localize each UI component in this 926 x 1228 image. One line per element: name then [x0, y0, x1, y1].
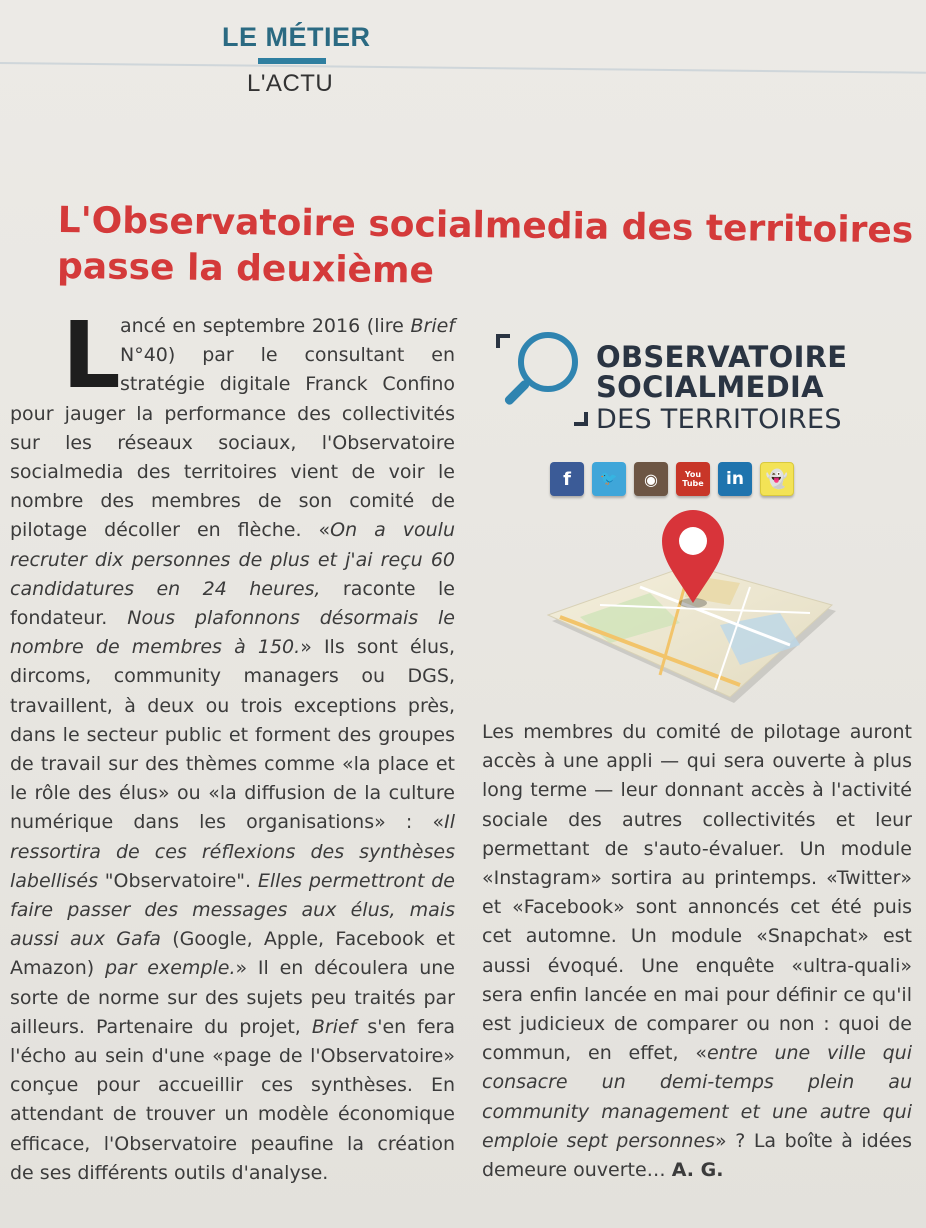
article-headline	[57, 198, 918, 300]
instagram-icon: ◉	[634, 462, 668, 496]
left-column-text-run: ancé en septembre 2016 (lire	[120, 315, 411, 337]
youtube-icon: You Tube	[676, 462, 710, 496]
map-pin-icon	[540, 505, 840, 705]
left-column-text-run: Elles permettront de faire passer des messages aux élus, mais aussi aux Gafa	[10, 869, 455, 951]
right-column-text	[482, 718, 912, 1185]
headline-line-1: L'Observatoire socialmedia des territoires	[57, 199, 914, 252]
left-column-text-run: raconte le fondateur.	[10, 577, 455, 630]
right-column-text-run: » ? La boîte à idées demeure ouverte…	[482, 1129, 912, 1182]
social-icons-row	[550, 462, 794, 496]
right-column-text-run: entre une ville qui consacre un demi-temps plein au community management et une autre qui emploie sept personnes	[482, 1042, 912, 1152]
logo-line-1: OBSERVATOIRE	[596, 340, 848, 374]
facebook-icon: f	[550, 462, 584, 496]
article-right-column	[482, 718, 912, 1185]
left-column-text-run: On a voulu recruter dix personnes de plus et j'ai reçu 60 candidatures en 24 heures,	[10, 519, 456, 600]
twitter-icon: 🐦	[592, 462, 626, 496]
logo-line-2: SOCIALMEDIA	[596, 370, 824, 404]
observatoire-logo	[490, 330, 870, 440]
magnifier-handle	[503, 379, 531, 407]
left-column-text-run: N°40) par le consultant en stratégie digitale Franck Confino pour jauger la performance des collectivités sur les réseaux sociaux, l'Observatoire socialmedia des territoires vient de voir le nombre des membres de son comité de pilotage décoller en flèche. «	[10, 344, 455, 542]
logo-bracket-icon	[574, 412, 588, 426]
section-accent-bar	[258, 58, 326, 64]
headline-line-2: passe la deuxième	[56, 245, 435, 292]
left-column-text-run: » Il en découlera une sorte de norme sur des sujets peu traités par ailleurs. Partenaire du projet,	[10, 957, 455, 1038]
subsection-title: L'ACTU	[247, 70, 334, 97]
left-column-text	[10, 302, 456, 1188]
author-signature: A. G.	[671, 1159, 724, 1182]
left-column-text-run: Il ressortira de ces réflexions des synthèses labellisés	[10, 811, 455, 892]
drop-cap: L	[62, 302, 121, 409]
section-title: LE MÉTIER	[222, 22, 371, 52]
left-column-text-run: "Observatoire".	[98, 869, 258, 892]
left-column-text-run: par exemple.	[105, 957, 236, 980]
right-column-text-run: Les membres du comité de pilotage auront accès à une appli — qui sera ouverte à plus long terme — leur donnant accès à l'activité sociale des autres collectivités et leur permettant de s'auto-évaluer. Un module «Instagram» sortira au printemps. «Twitter» et «Facebook» sont annoncés cet été puis cet automne. Un module «Snapchat» est aussi évoqué. Une enquête «ultra-quali» sera enfin lancée en mai pour définir ce qu'il est judicieux de comparer ou non : quoi de commun, en effet, «	[482, 721, 912, 1065]
article-left-column	[10, 302, 456, 1188]
left-column-text-run: Nous plafonnons désormais le nombre de membres à 150.	[10, 607, 455, 659]
snapchat-icon: 👻	[760, 462, 794, 496]
left-column-text-run: (Google, Apple, Facebook et Amazon)	[10, 928, 456, 980]
header-divider	[0, 62, 926, 74]
logo-line-3: DES TERRITOIRES	[596, 404, 842, 435]
logo-bracket-icon	[496, 334, 510, 348]
map-illustration	[540, 505, 840, 705]
linkedin-icon: in	[718, 462, 752, 496]
left-column-text-run: s'en fera l'écho au sein d'une «page de l'Observatoire» conçue pour accueillir ces synthèses. En attendant de trouver un modèle économique efficace, l'Observatoire peaufine la création de ses différents outils d'analyse.	[10, 1015, 455, 1184]
left-column-text-run: » Ils sont élus, dircoms, community managers ou DGS, travaillent, à deux ou trois exceptions près, dans le secteur public et forment des groupes de travail sur des thèmes comme «la place et le rôle des élus» ou «la diffusion de la culture numérique dans les organisations» : «	[10, 636, 455, 834]
left-column-text-run: Brief	[311, 1015, 357, 1038]
left-column-text-run: Brief	[410, 315, 455, 337]
